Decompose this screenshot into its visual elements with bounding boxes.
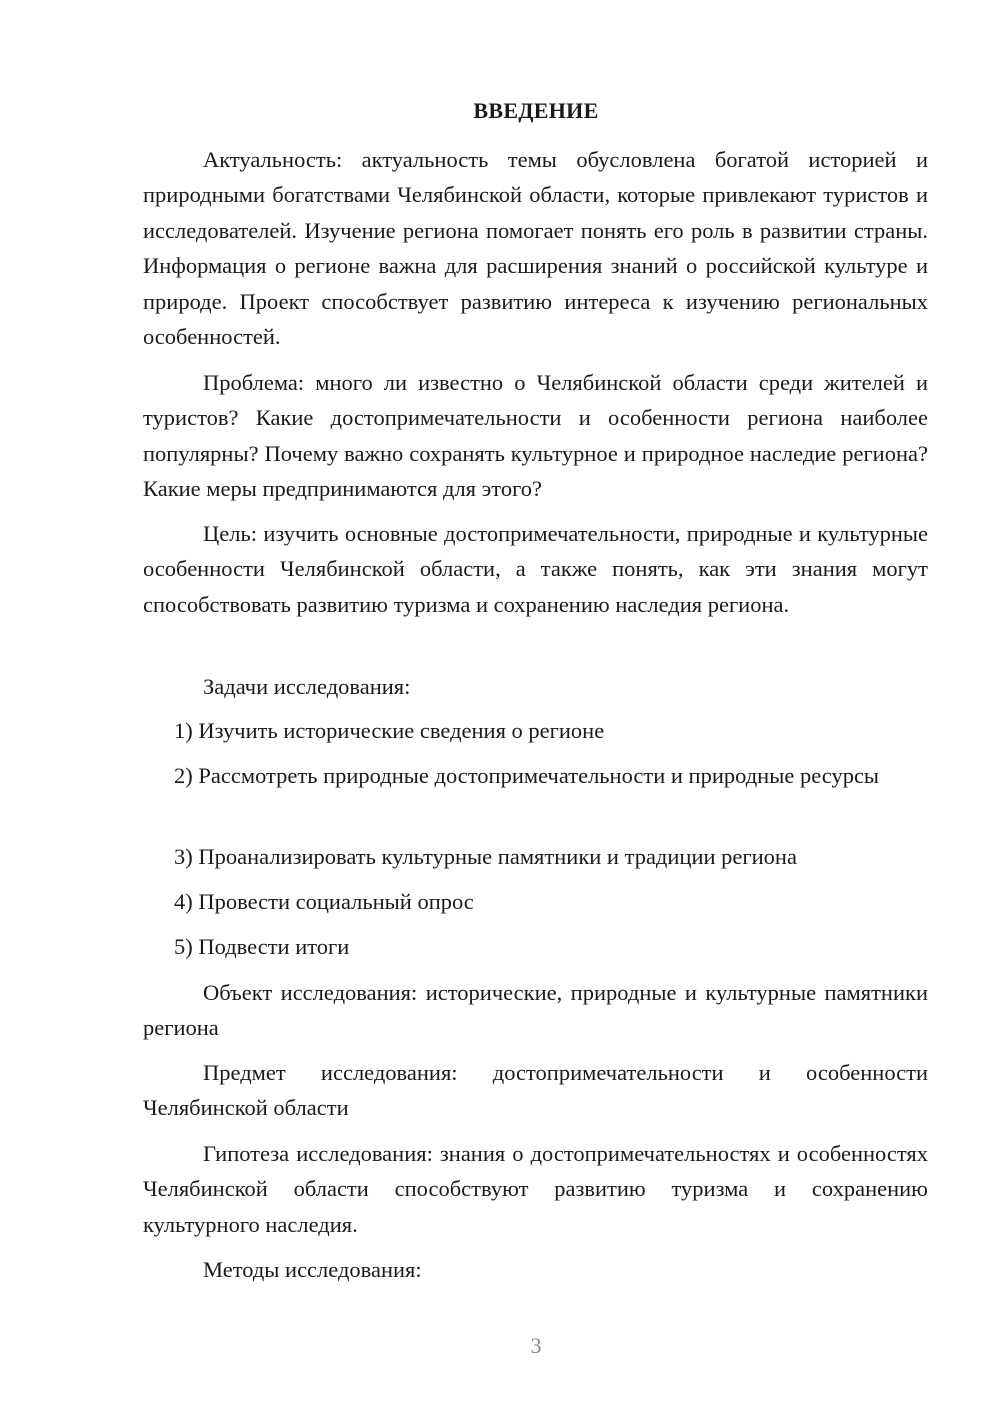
task-item-2: 2) Рассмотреть природные достопримечательности и природные ресурсы <box>174 763 880 788</box>
goal-paragraph: Цель: изучить основные достопримечательности, природные и культурные особенности Челябинской области, а также понять, как эти знания могут способствовать развитию туризма и сохранению наследия региона. <box>143 521 928 617</box>
object-paragraph: Объект исследования: исторические, природные и культурные памятники региона <box>143 980 928 1041</box>
task-item-3: 3) Проанализировать культурные памятники и традиции региона <box>174 844 797 869</box>
methods-heading: Методы исследования: <box>203 1257 422 1282</box>
subject-paragraph: Предмет исследования: достопримечательности и особенности Челябинской области <box>143 1060 928 1121</box>
page-title: ВВЕДЕНИЕ <box>473 98 599 123</box>
tasks-heading: Задачи исследования: <box>203 674 411 699</box>
task-item-4: 4) Провести социальный опрос <box>174 889 474 914</box>
task-item-5: 5) Подвести итоги <box>174 934 350 959</box>
relevance-paragraph: Актуальность: актуальность темы обусловлена богатой историей и природными богатствами Челябинской области, которые привлекают туристов и исследователей. Изучение региона помогает понять его роль в развитии страны. Информация о регионе важна для расширения знаний о российской культуре и природе. Проект способствует развитию интереса к изучению региональных особенностей. <box>143 147 928 350</box>
hypothesis-paragraph: Гипотеза исследования: знания о достопримечательностях и особенностях Челябинской области способствуют развитию туризма и сохранению культурного наследия. <box>143 1141 928 1237</box>
problem-paragraph: Проблема: много ли известно о Челябинской области среди жителей и туристов? Какие достопримечательности и особенности региона наиболее популярны? Почему важно сохранять культурное и природное наследие региона? Какие меры предпринимаются для этого? <box>143 370 928 502</box>
task-item-1: 1) Изучить исторические сведения о регионе <box>174 718 605 743</box>
page-number: 3 <box>530 1333 542 1358</box>
